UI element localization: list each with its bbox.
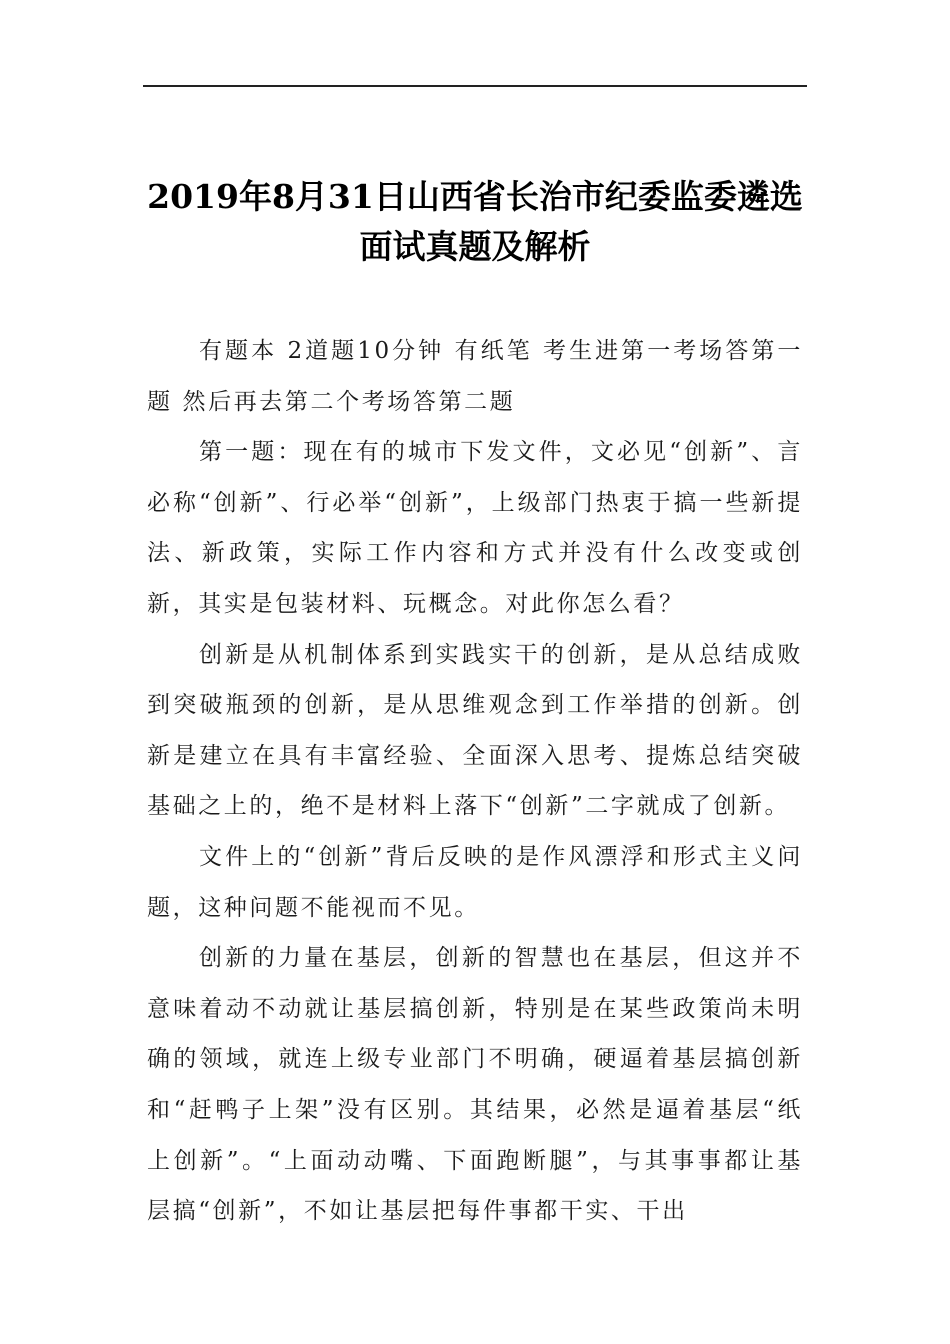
header-rule	[143, 85, 807, 87]
document-title: 2019年8月31日山西省长治市纪委监委遴选面试真题及解析	[147, 177, 803, 266]
paragraph-formalism-issue: 文件上的“创新”背后反映的是作风漂浮和形式主义问题，这种问题不能视而不见。	[147, 843, 803, 921]
paragraph-grassroots-innovation: 创新的力量在基层，创新的智慧也在基层，但这并不意味着动不动就让基层搞创新，特别是在某些政策尚未明确的领域，就连上级专业部门不明确，硬逼着基层搞创新和“赶鸭子上架”没有区别。其结果，必然是逼着基层“纸上创新”。“上面动动嘴、下面跑断腿”，与其事事都让基层搞“创新”，不如让基层把每件事都干实、干出	[147, 945, 803, 1225]
paragraph-exam-format: 有题本 2道题10分钟 有纸笔 考生进第一考场答第一题 然后再去第二个考场答第二题	[147, 338, 803, 415]
paragraph-innovation-definition: 创新是从机制体系到实践实干的创新，是从总结成败到突破瓶颈的创新，是从思维观念到工作举措的创新。创新是建立在具有丰富经验、全面深入思考、提炼总结突破基础之上的，绝不是材料上落下“创新”二字就成了创新。	[147, 641, 803, 820]
paragraph-question-one: 第一题：现在有的城市下发文件，文必见“创新”、言必称“创新”、行必举“创新”，上级部门热衷于搞一些新提法、新政策，实际工作内容和方式并没有什么改变或创新，其实是包装材料、玩概念。对此你怎么看？	[147, 439, 803, 617]
document-body	[147, 326, 803, 1237]
